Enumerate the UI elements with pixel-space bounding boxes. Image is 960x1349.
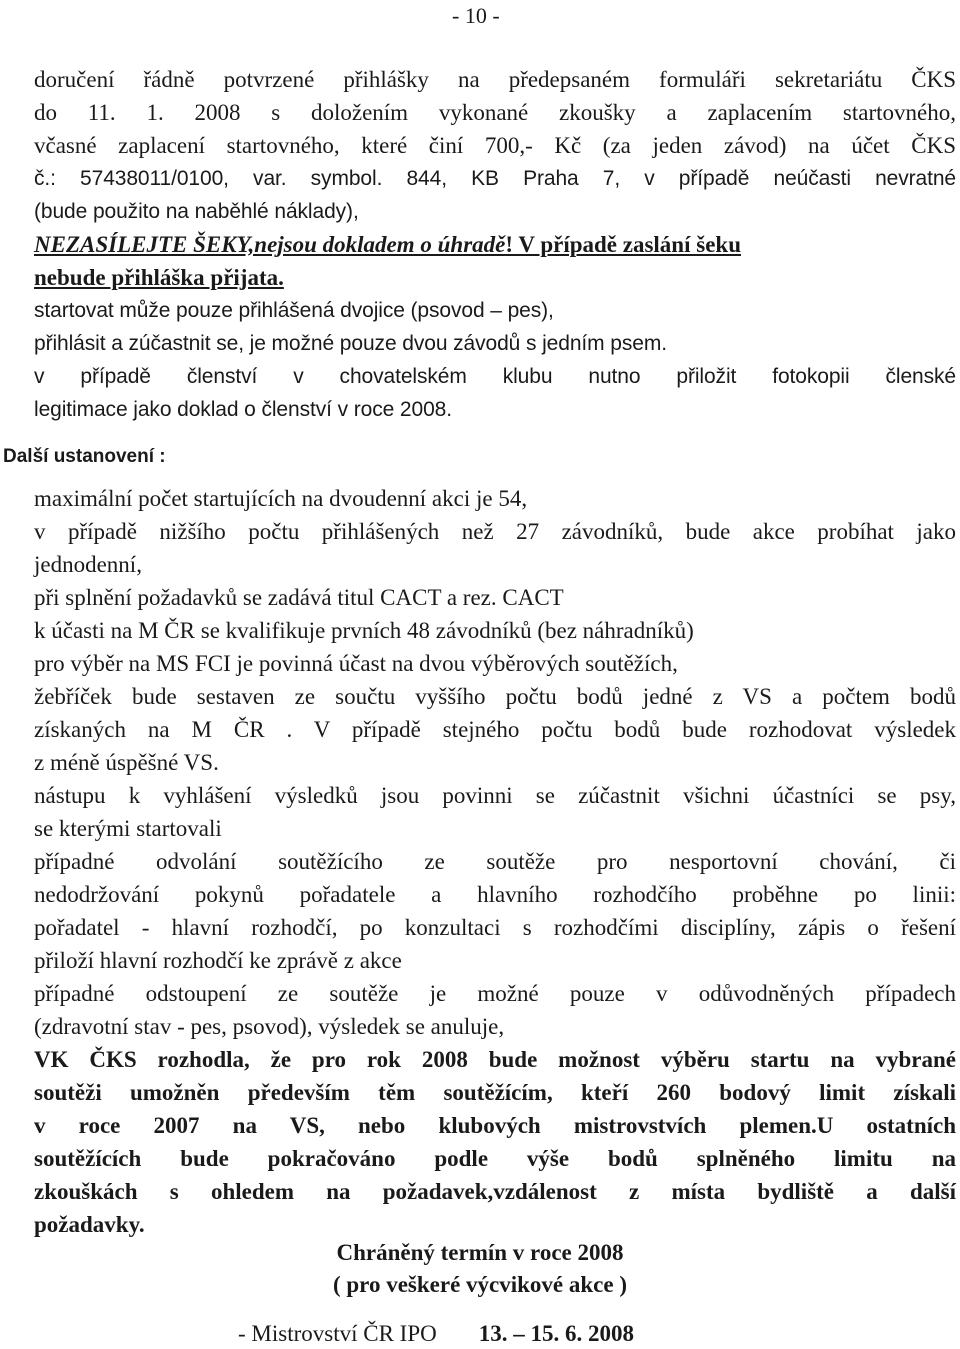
text-line: legitimace jako doklad o členství v roce 2008. (34, 398, 452, 421)
provision-line: jednodenní, (34, 552, 142, 577)
protected-term-subtitle: ( pro veškeré výcvikové akce ) (332, 1272, 628, 1297)
text-line: startovat může pouze přihlášená dvojice (psovod – pes), (34, 299, 554, 322)
notice-line: zkouškách s ohledem na požadavek,vzdálenost z místa bydliště a další (34, 1179, 956, 1204)
text-line: v případě členství v chovatelském klubu nutno přiložit fotokopii členské (34, 365, 956, 388)
notice-line: soutěži umožněn především těm soutěžícím, kteří 260 bodový limit získali (34, 1080, 956, 1105)
provisions-list (34, 482, 956, 1043)
provision-line: z méně úspěšné VS. (34, 750, 219, 775)
selection-notice (34, 1043, 956, 1241)
registration-conditions (34, 63, 956, 426)
protected-term-title: Chráněný termín v roce 2008 (336, 1240, 624, 1265)
provision-line: (zdravotní stav - pes, psovod), výsledek se anuluje, (34, 1014, 505, 1039)
section-heading: Další ustanovení : (3, 446, 166, 467)
provision-line: případné odvolání soutěžícího ze soutěže pro nesportovní chování, či (34, 849, 956, 874)
notice-line: v roce 2007 na VS, nebo klubových mistrovstvích plemen.U ostatních (34, 1113, 956, 1138)
page-number: - 10 - (452, 3, 500, 28)
provision-line: přiloží hlavní rozhodčí ke zprávě z akce (34, 948, 402, 973)
provision-line: získaných na M ČR . V případě stejného počtu bodů bude rozhodovat výsledek (34, 717, 956, 742)
warning-part: ! V případě zaslání šeku (505, 232, 741, 257)
provision-line: v případě nižšího počtu přihlášených než 27 závodníků, bude akce probíhat jako (34, 519, 956, 544)
text-line: přihlásit a zúčastnit se, je možné pouze dvou závodů s jedním psem. (34, 332, 667, 355)
provision-line: nedodržování pokynů pořadatele a hlavního rozhodčího proběhne po linii: (34, 882, 956, 907)
notice-line: VK ČKS rozhodla, že pro rok 2008 bude možnost výběru startu na vybrané (34, 1047, 956, 1072)
text-line: doručení řádně potvrzené přihlášky na předepsaném formuláři sekretariátu ČKS (34, 67, 956, 92)
warning-part: NEZASÍLEJTE ŠEKY,nejsou dokladem o úhradě (34, 232, 506, 257)
provision-line: nástupu k vyhlášení výsledků jsou povinni se zúčastnit všichni účastníci se psy, (34, 783, 956, 808)
notice-line: soutěžících bude pokračováno podle výše bodů splněného limitu na (34, 1146, 956, 1171)
no-cheques-warning (34, 228, 956, 261)
text-line: č.: 57438011/0100, var. symbol. 844, KB Praha 7, v případě neúčasti nevratné (34, 167, 956, 190)
provision-line: pořadatel - hlavní rozhodčí, po konzultaci s rozhodčími disciplíny, zápis o řešení (34, 915, 956, 940)
event-line (238, 1319, 634, 1349)
provision-line: žebříček bude sestaven ze součtu vyššího počtu bodů jedné z VS a počtem bodů (34, 684, 956, 709)
provision-line: pro výběr na MS FCI je povinná účast na dvou výběrových soutěžích, (34, 651, 678, 676)
provision-line: případné odstoupení ze soutěže je možné pouze v odůvodněných případech (34, 981, 956, 1006)
text-line: včasné zaplacení startovného, které činí 700,- Kč (za jeden závod) na účet ČKS (34, 133, 956, 158)
text-line: (bude použito na naběhlé náklady), (34, 200, 359, 223)
event-name: - Mistrovství ČR IPO (238, 1321, 437, 1346)
provision-line: se kterými startovali (34, 816, 222, 841)
event-dates: 13. – 15. 6. 2008 (478, 1321, 634, 1346)
provision-line: k účasti na M ČR se kvalifikuje prvních 48 závodníků (bez náhradníků) (34, 618, 694, 643)
text-line: do 11. 1. 2008 s doložením vykonané zkoušky a zaplacením startovného, (34, 100, 956, 125)
provision-line: při splnění požadavků se zadává titul CACT a rez. CACT (34, 585, 564, 610)
no-cheques-warning-end: nebude přihláška přijata. (34, 265, 284, 290)
provision-line: maximální počet startujících na dvoudenní akci je 54, (34, 486, 528, 511)
notice-line: požadavky. (34, 1212, 145, 1237)
